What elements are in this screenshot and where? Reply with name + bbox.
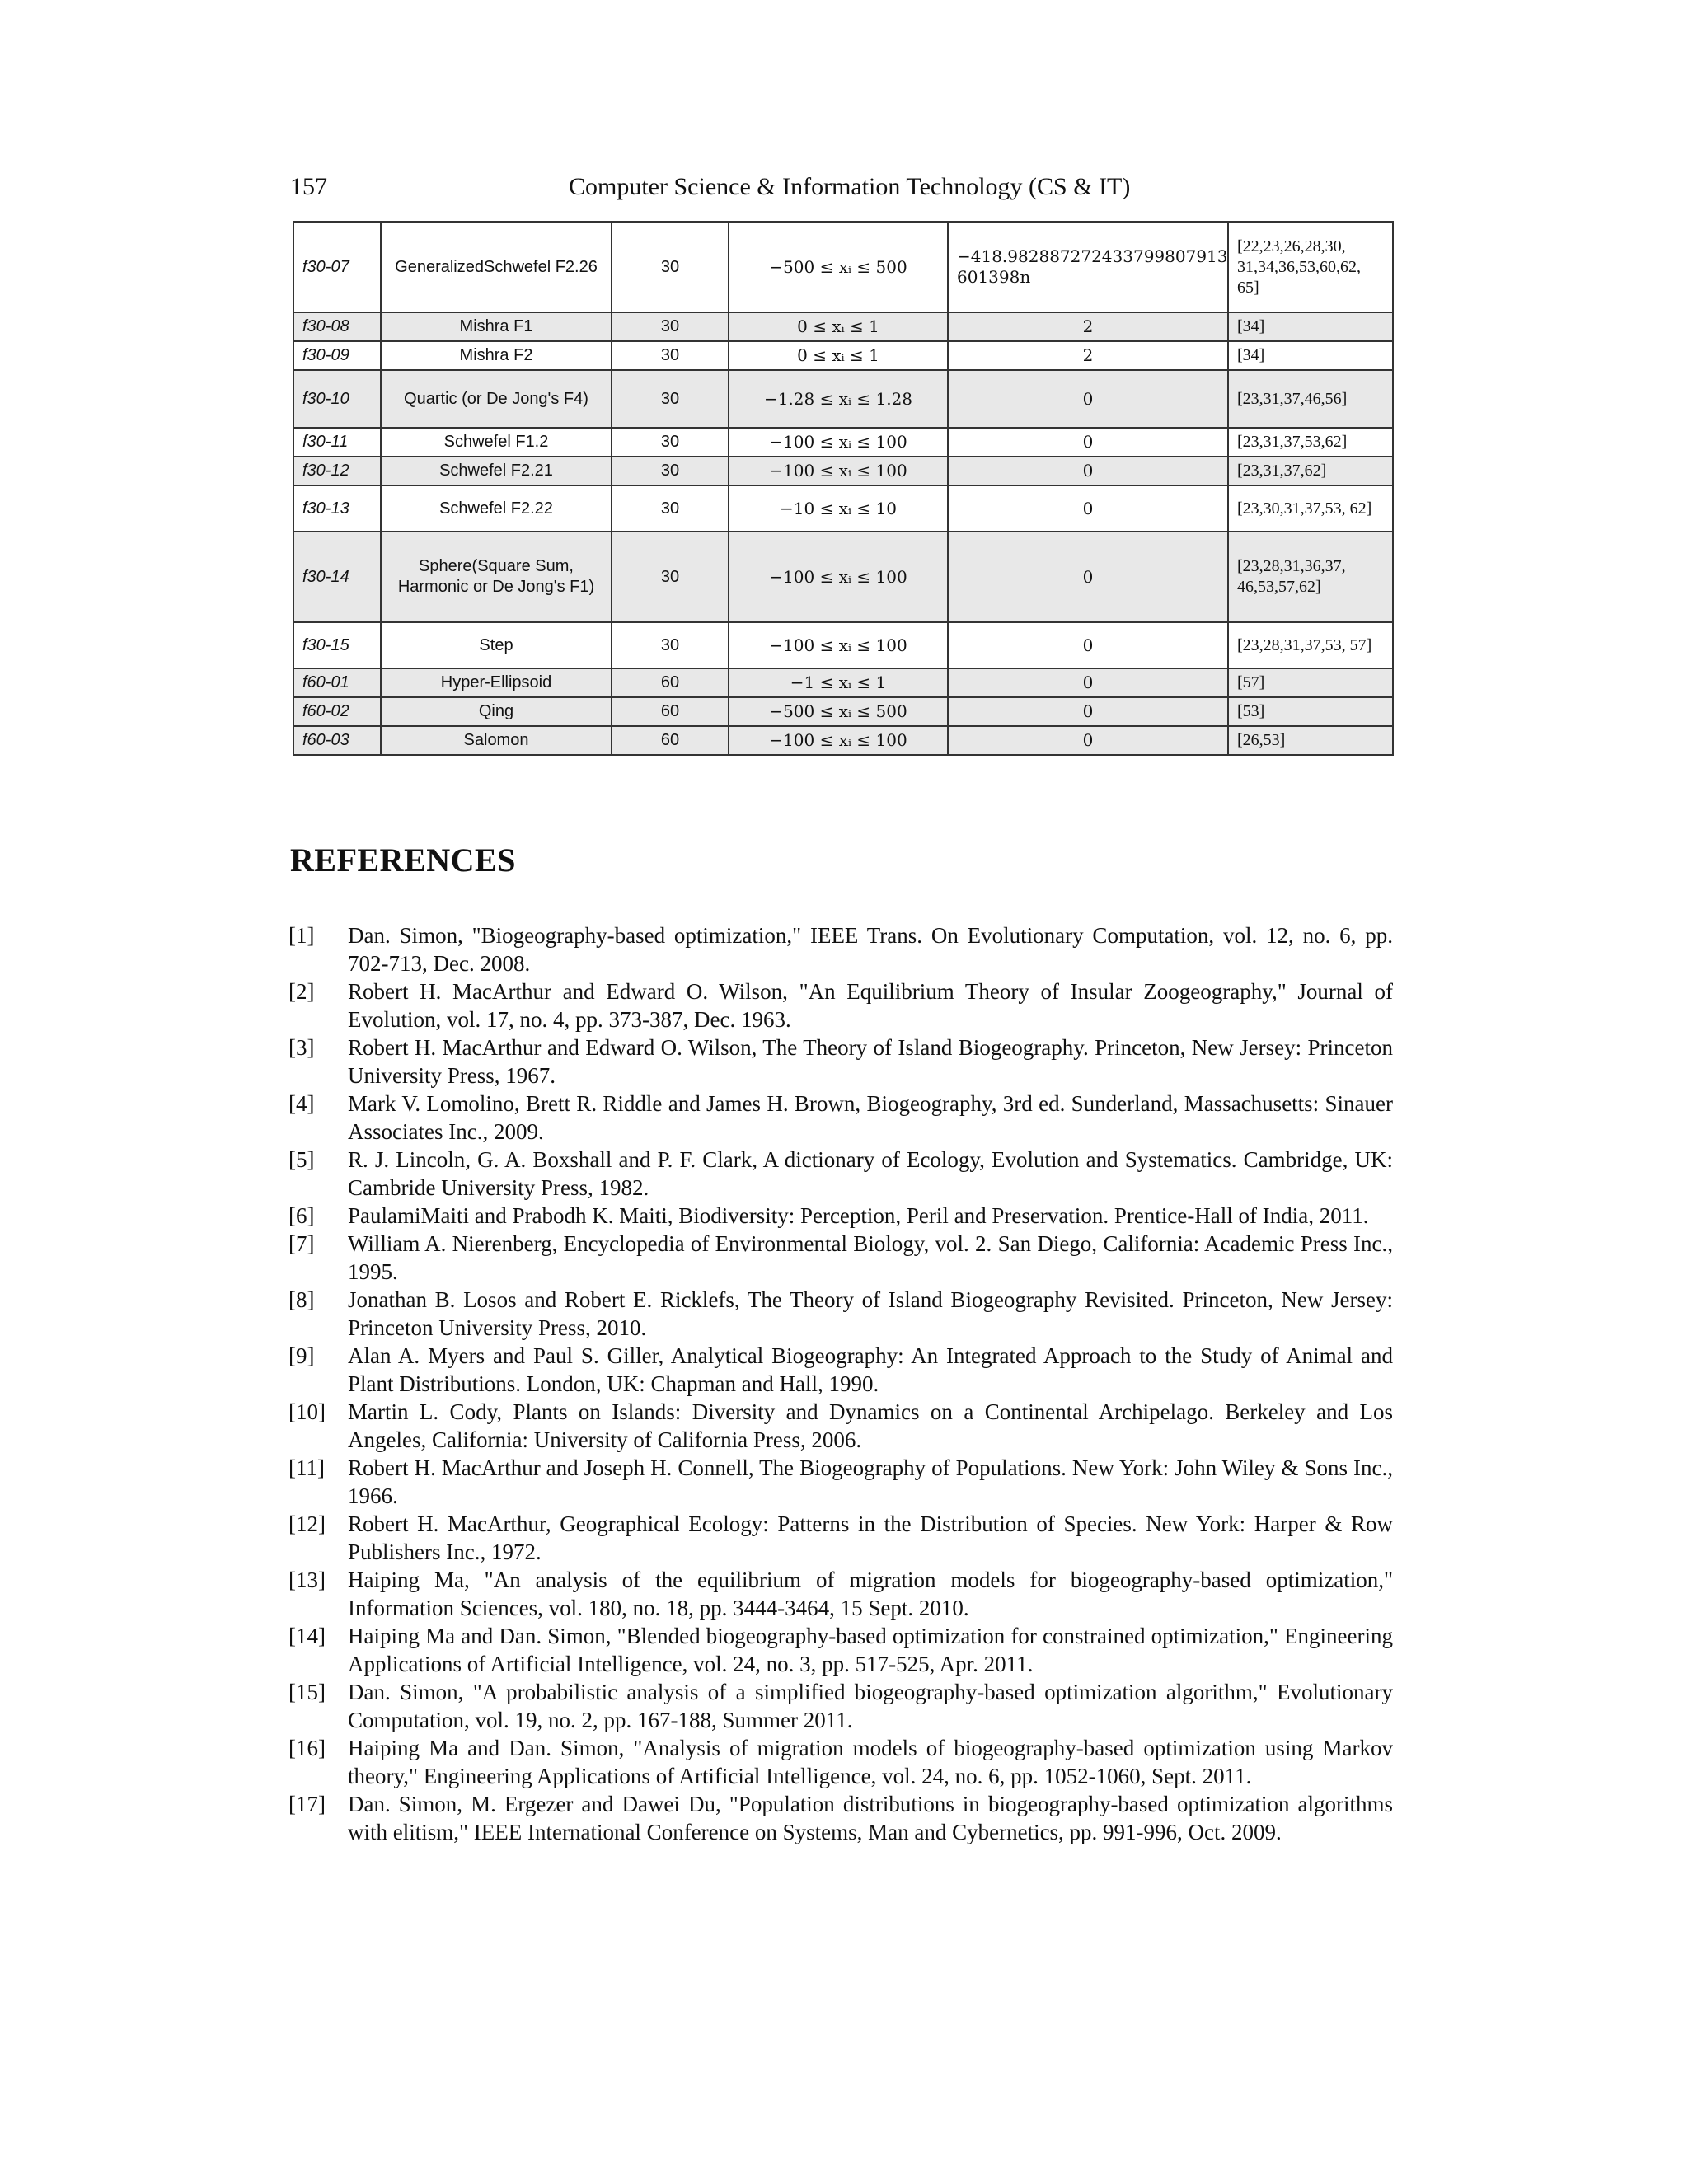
references-cell: [23,28,31,37,53, 57]	[1228, 622, 1393, 668]
function-name-cell: Hyper-Ellipsoid	[381, 668, 612, 697]
function-name-cell: Quartic (or De Jong's F4)	[381, 370, 612, 428]
references-cell: [23,31,37,53,62]	[1228, 428, 1393, 457]
references-heading	[290, 841, 516, 879]
table-row	[293, 668, 1393, 697]
table-row	[293, 312, 1393, 341]
optimum-cell: 0	[948, 532, 1228, 622]
reference-text: Robert H. MacArthur and Edward O. Wilson, The Theory of Island Biogeography. Princeton, New Jersey: Princeton University Press, 1967.	[348, 1035, 1393, 1088]
function-name-cell: Schwefel F2.21	[381, 457, 612, 485]
reference-item	[288, 977, 1393, 1033]
reference-number: [1]	[288, 923, 315, 948]
reference-text: Robert H. MacArthur, Geographical Ecology: Patterns in the Distribution of Species. New York: Harper & Row Publishers Inc., 1972.	[348, 1511, 1393, 1564]
journal-title: Computer Science & Information Technology (CS & IT)	[569, 173, 1131, 200]
optimum-cell: 0	[948, 668, 1228, 697]
optimum-cell: 2	[948, 341, 1228, 370]
function-name-cell: Sphere(Square Sum, Harmonic or De Jong's F1)	[381, 532, 612, 622]
dimension-cell: 30	[612, 485, 729, 532]
reference-number: [17]	[288, 1792, 326, 1816]
reference-item	[288, 1286, 1393, 1342]
reference-text: Mark V. Lomolino, Brett R. Riddle and James H. Brown, Biogeography, 3rd ed. Sunderland, Massachusetts: Sinauer Associates Inc., 2009.	[348, 1091, 1393, 1144]
reference-number: [7]	[288, 1231, 315, 1256]
dimension-cell: 60	[612, 668, 729, 697]
function-id-cell: f30-08	[293, 312, 381, 341]
domain-range-cell: −100 ≤ xᵢ ≤ 100	[729, 457, 948, 485]
table-row	[293, 428, 1393, 457]
reference-number: [14]	[288, 1624, 326, 1648]
reference-number: [12]	[288, 1511, 326, 1536]
reference-number: [6]	[288, 1203, 315, 1228]
function-id-cell: f60-02	[293, 697, 381, 726]
optimum-cell: 0	[948, 428, 1228, 457]
reference-item	[288, 1342, 1393, 1398]
optimum-cell: 0	[948, 622, 1228, 668]
reference-number: [13]	[288, 1568, 326, 1592]
reference-item	[288, 1510, 1393, 1566]
table-row	[293, 726, 1393, 755]
dimension-cell: 30	[612, 370, 729, 428]
reference-text: Haiping Ma and Dan. Simon, "Blended biogeography-based optimization for constrained optimization," Engineering Applications of Artificial Intelligence, vol. 24, no. 3, pp. 517-525, Apr. 2011.	[348, 1624, 1393, 1676]
table-row	[293, 485, 1393, 532]
domain-range-cell: 0 ≤ xᵢ ≤ 1	[729, 312, 948, 341]
reference-item	[288, 1734, 1393, 1790]
function-name-cell: Schwefel F1.2	[381, 428, 612, 457]
function-id-cell: f30-14	[293, 532, 381, 622]
function-id-cell: f60-03	[293, 726, 381, 755]
reference-text: PaulamiMaiti and Prabodh K. Maiti, Biodiversity: Perception, Peril and Preservation. Prentice-Hall of India, 2011.	[348, 1203, 1369, 1228]
function-id-cell: f30-15	[293, 622, 381, 668]
reference-item	[288, 1230, 1393, 1286]
reference-item	[288, 1090, 1393, 1146]
reference-text: Robert H. MacArthur and Edward O. Wilson, "An Equilibrium Theory of Insular Zoogeography," Journal of Evolution, vol. 17, no. 4, pp. 373-387, Dec. 1963.	[348, 979, 1393, 1032]
references-list	[288, 921, 1393, 1846]
reference-text: Jonathan B. Losos and Robert E. Ricklefs, The Theory of Island Biogeography Revisited. Princeton, New Jersey: Princeton University Press, 2010.	[348, 1287, 1393, 1340]
table-row	[293, 370, 1393, 428]
function-id-cell: f30-11	[293, 428, 381, 457]
references-cell: [53]	[1228, 697, 1393, 726]
domain-range-cell: −1 ≤ xᵢ ≤ 1	[729, 668, 948, 697]
reference-text: Dan. Simon, "Biogeography-based optimization," IEEE Trans. On Evolutionary Computation, vol. 12, no. 6, pp. 702-713, Dec. 2008.	[348, 923, 1393, 976]
dimension-cell: 30	[612, 222, 729, 312]
function-name-cell: GeneralizedSchwefel F2.26	[381, 222, 612, 312]
reference-number: [8]	[288, 1287, 315, 1312]
optimum-cell: 0	[948, 485, 1228, 532]
function-name-cell: Qing	[381, 697, 612, 726]
reference-item	[288, 1790, 1393, 1846]
dimension-cell: 30	[612, 341, 729, 370]
domain-range-cell: −100 ≤ xᵢ ≤ 100	[729, 726, 948, 755]
reference-number: [11]	[288, 1455, 325, 1480]
references-cell: [34]	[1228, 312, 1393, 341]
references-cell: [26,53]	[1228, 726, 1393, 755]
domain-range-cell: 0 ≤ xᵢ ≤ 1	[729, 341, 948, 370]
reference-text: Haiping Ma and Dan. Simon, "Analysis of migration models of biogeography-based optimization using Markov theory," Engineering Applications of Artificial Intelligence, vol. 24, no. 6, pp. 1052-1060, Sept. 2011.	[348, 1736, 1393, 1788]
domain-range-cell: −100 ≤ xᵢ ≤ 100	[729, 428, 948, 457]
table-row	[293, 457, 1393, 485]
reference-number: [16]	[288, 1736, 326, 1760]
reference-number: [2]	[288, 979, 315, 1004]
dimension-cell: 30	[612, 428, 729, 457]
optimum-cell: 0	[948, 457, 1228, 485]
function-id-cell: f30-09	[293, 341, 381, 370]
reference-item	[288, 1202, 1393, 1230]
references-cell: [34]	[1228, 341, 1393, 370]
table-row	[293, 622, 1393, 668]
function-name-cell: Mishra F2	[381, 341, 612, 370]
function-name-cell: Salomon	[381, 726, 612, 755]
optimum-cell: −418.982887272433799807913 601398n	[948, 222, 1228, 312]
references-cell: [23,30,31,37,53, 62]	[1228, 485, 1393, 532]
reference-number: [10]	[288, 1399, 326, 1424]
reference-text: Haiping Ma, "An analysis of the equilibrium of migration models for biogeography-based optimization," Information Sciences, vol. 180, no. 18, pp. 3444-3464, 15 Sept. 2010.	[348, 1568, 1393, 1620]
reference-number: [15]	[288, 1680, 326, 1704]
dimension-cell: 30	[612, 622, 729, 668]
reference-text: Dan. Simon, "A probabilistic analysis of a simplified biogeography-based optimization algorithm," Evolutionary Computation, vol. 19, no. 2, pp. 167-188, Summer 2011.	[348, 1680, 1393, 1732]
reference-item	[288, 1566, 1393, 1622]
reference-item	[288, 1146, 1393, 1202]
references-cell: [23,28,31,36,37, 46,53,57,62]	[1228, 532, 1393, 622]
benchmark-table	[293, 221, 1394, 756]
reference-number: [9]	[288, 1343, 315, 1368]
reference-item	[288, 1678, 1393, 1734]
reference-text: Robert H. MacArthur and Joseph H. Connell, The Biogeography of Populations. New York: John Wiley & Sons Inc., 1966.	[348, 1455, 1393, 1508]
reference-number: [3]	[288, 1035, 315, 1060]
reference-text: R. J. Lincoln, G. A. Boxshall and P. F. Clark, A dictionary of Ecology, Evolution and Systematics. Cambridge, UK: Cambride University Press, 1982.	[348, 1147, 1393, 1200]
function-id-cell: f30-07	[293, 222, 381, 312]
function-id-cell: f30-10	[293, 370, 381, 428]
references-cell: [23,31,37,62]	[1228, 457, 1393, 485]
dimension-cell: 30	[612, 312, 729, 341]
dimension-cell: 30	[612, 532, 729, 622]
optimum-cell: 0	[948, 697, 1228, 726]
optimum-cell: 0	[948, 726, 1228, 755]
domain-range-cell: −500 ≤ xᵢ ≤ 500	[729, 697, 948, 726]
references-cell: [22,23,26,28,30, 31,34,36,53,60,62, 65]	[1228, 222, 1393, 312]
page-number: 157	[290, 173, 327, 200]
reference-text: Martin L. Cody, Plants on Islands: Diversity and Dynamics on a Continental Archipelago. Berkeley and Los Angeles, California: University of California Press, 2006.	[348, 1399, 1393, 1452]
reference-text: William A. Nierenberg, Encyclopedia of Environmental Biology, vol. 2. San Diego, California: Academic Press Inc., 1995.	[348, 1231, 1393, 1284]
reference-number: [4]	[288, 1091, 315, 1116]
dimension-cell: 60	[612, 726, 729, 755]
reference-item	[288, 1033, 1393, 1090]
reference-item	[288, 1622, 1393, 1678]
function-id-cell: f60-01	[293, 668, 381, 697]
dimension-cell: 60	[612, 697, 729, 726]
domain-range-cell: −1.28 ≤ xᵢ ≤ 1.28	[729, 370, 948, 428]
table-row	[293, 341, 1393, 370]
table-row	[293, 532, 1393, 622]
reference-text: Alan A. Myers and Paul S. Giller, Analytical Biogeography: An Integrated Approach to the Study of Animal and Plant Distributions. London, UK: Chapman and Hall, 1990.	[348, 1343, 1393, 1396]
domain-range-cell: −100 ≤ xᵢ ≤ 100	[729, 622, 948, 668]
function-name-cell: Step	[381, 622, 612, 668]
table-row	[293, 697, 1393, 726]
table-row	[293, 222, 1393, 312]
references-cell: [57]	[1228, 668, 1393, 697]
optimum-cell: 0	[948, 370, 1228, 428]
reference-text: Dan. Simon, M. Ergezer and Dawei Du, "Population distributions in biogeography-based optimization algorithms with elitism," IEEE International Conference on Systems, Man and Cybernetics, pp. 991-996, Oct. 2009.	[348, 1792, 1393, 1844]
reference-item	[288, 921, 1393, 977]
reference-number: [5]	[288, 1147, 315, 1172]
references-heading-text: REFERENCES	[290, 841, 516, 879]
function-name-cell: Mishra F1	[381, 312, 612, 341]
function-id-cell: f30-12	[293, 457, 381, 485]
function-name-cell: Schwefel F2.22	[381, 485, 612, 532]
reference-item	[288, 1398, 1393, 1454]
reference-item	[288, 1454, 1393, 1510]
domain-range-cell: −100 ≤ xᵢ ≤ 100	[729, 532, 948, 622]
domain-range-cell: −10 ≤ xᵢ ≤ 10	[729, 485, 948, 532]
references-cell: [23,31,37,46,56]	[1228, 370, 1393, 428]
optimum-cell: 2	[948, 312, 1228, 341]
domain-range-cell: −500 ≤ xᵢ ≤ 500	[729, 222, 948, 312]
function-id-cell: f30-13	[293, 485, 381, 532]
dimension-cell: 30	[612, 457, 729, 485]
